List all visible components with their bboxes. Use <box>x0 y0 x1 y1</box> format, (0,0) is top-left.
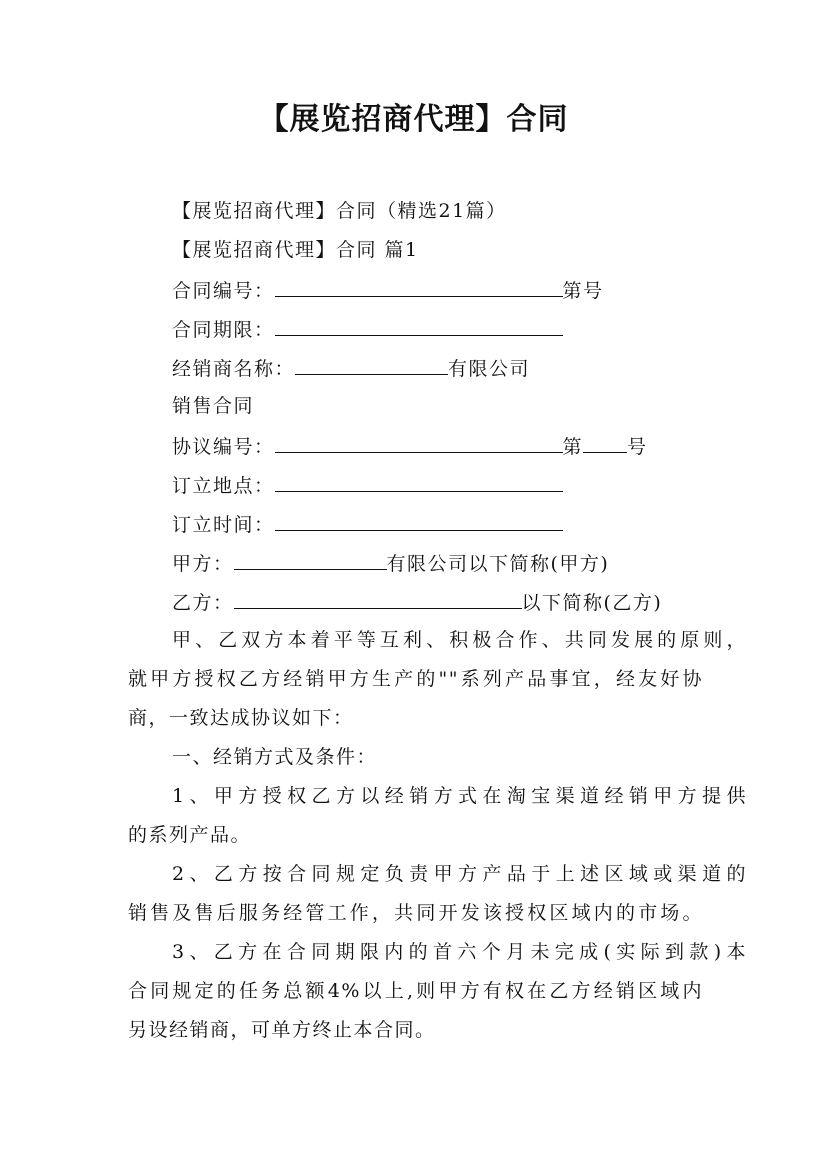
signing-place-label: 订立地点： <box>172 475 275 497</box>
agreement-seq-blank[interactable] <box>583 432 627 453</box>
party-a-row <box>128 549 747 577</box>
intro-paragraph-line: 甲、乙双方本着平等互利、积极合作、共同发展的原则， <box>172 629 747 651</box>
clause-3-line: 3、乙方在合同期限内的首六个月未完成(实际到款)本 <box>172 941 747 963</box>
dealer-name-row <box>128 354 747 382</box>
contract-term-label: 合同期限： <box>172 319 275 341</box>
agreement-number-suffix: 号 <box>627 436 648 458</box>
clause-3-line: 合同规定的任务总额4%以上,则甲方有权在乙方经销区域内 <box>128 980 703 1002</box>
signing-place-blank[interactable] <box>275 471 563 492</box>
party-b-suffix: 以下简称(乙方) <box>521 592 663 614</box>
dealer-name-blank[interactable] <box>295 354 448 375</box>
party-a-blank[interactable] <box>234 549 387 570</box>
contract-number-suffix: 第号 <box>562 280 604 302</box>
intro-paragraph-line: 商，一致达成协议如下： <box>128 707 354 729</box>
document-subtitle: 【展览招商代理】合同（精选21篇） <box>172 200 507 222</box>
signing-time-row <box>128 510 747 538</box>
sales-contract-heading: 销售合同 <box>172 395 255 417</box>
signing-place-row <box>128 471 747 499</box>
contract-number-label: 合同编号： <box>172 280 275 302</box>
agreement-number-row <box>128 432 747 460</box>
document-title: 【展览招商代理】合同 <box>258 102 569 137</box>
party-a-suffix: 有限公司以下简称(甲方) <box>386 553 610 575</box>
section-1-heading: 一、经销方式及条件： <box>172 746 378 768</box>
party-a-label: 甲方： <box>172 553 234 575</box>
agreement-number-blank[interactable] <box>275 432 563 453</box>
contract-term-blank[interactable] <box>275 315 563 336</box>
clause-2-line: 2、乙方按合同规定负责甲方产品于上述区域或渠道的 <box>172 863 747 885</box>
contract-number-blank[interactable] <box>275 276 563 297</box>
agreement-number-label: 协议编号： <box>172 436 275 458</box>
party-b-blank[interactable] <box>234 588 522 609</box>
clause-1-line: 1、甲方授权乙方以经销方式在淘宝渠道经销甲方提供 <box>172 785 747 807</box>
contract-number-row <box>128 276 747 304</box>
dealer-name-suffix: 有限公司 <box>448 358 531 380</box>
clause-3-line: 另设经销商，可单方终止本合同。 <box>128 1019 436 1041</box>
section-heading: 【展览招商代理】合同 篇1 <box>172 239 419 261</box>
party-b-label: 乙方： <box>172 592 234 614</box>
party-b-row <box>128 588 747 616</box>
agreement-number-mid: 第 <box>562 436 584 458</box>
clause-1-line: 的系列产品。 <box>128 824 252 846</box>
signing-time-blank[interactable] <box>275 510 563 531</box>
clause-2-line: 销售及售后服务经管工作，共同开发该授权区域内的市场。 <box>128 902 703 924</box>
signing-time-label: 订立时间： <box>172 514 275 536</box>
intro-paragraph-line: 就甲方授权乙方经销甲方生产的""系列产品事宜，经友好协 <box>128 668 703 690</box>
dealer-name-label: 经销商名称： <box>172 358 296 380</box>
contract-term-row <box>128 315 747 343</box>
